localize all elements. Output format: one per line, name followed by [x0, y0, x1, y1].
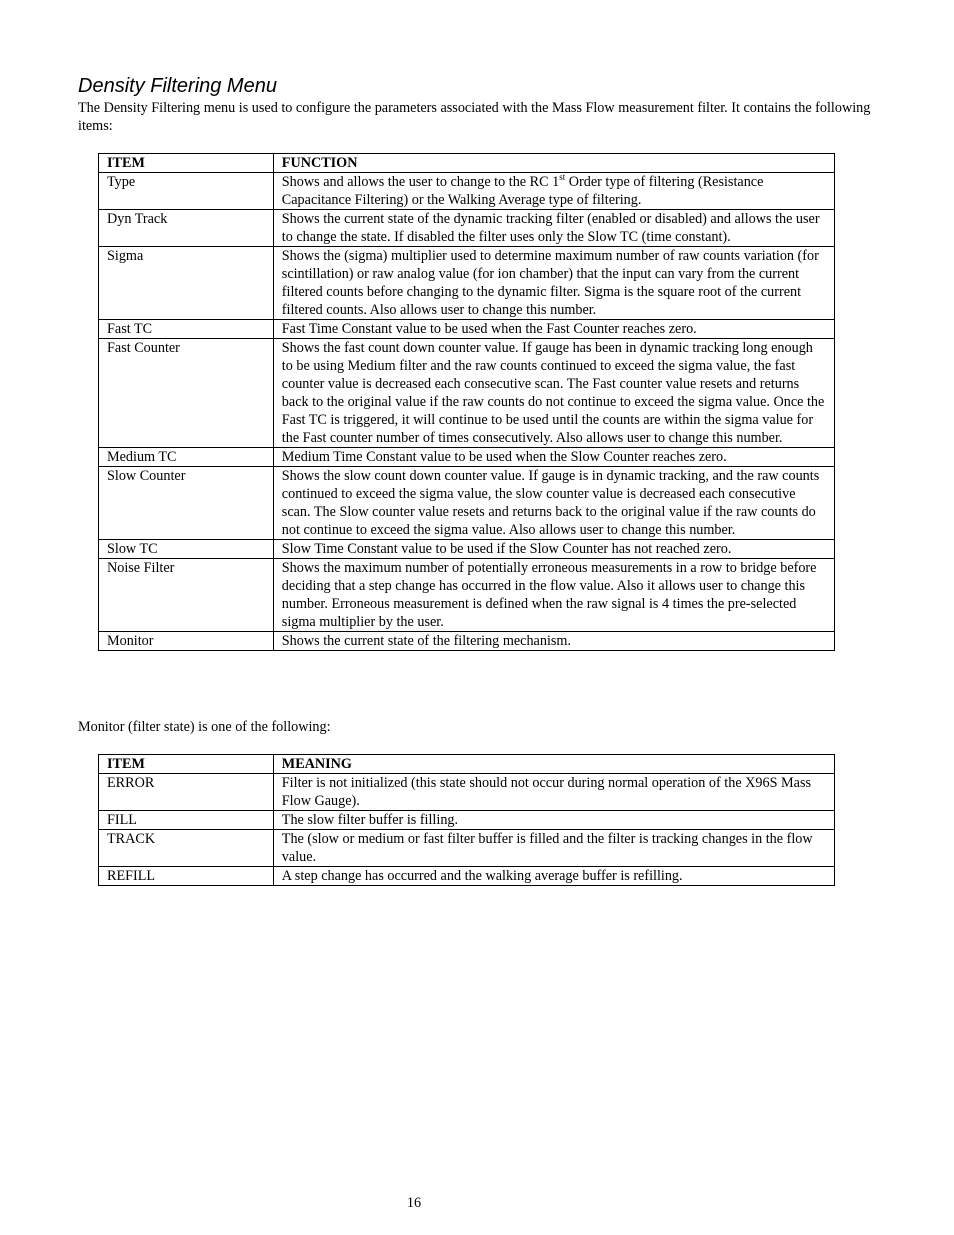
item-cell: Sigma: [99, 247, 274, 320]
items-header-function: FUNCTION: [273, 154, 834, 173]
table-row: [99, 774, 835, 811]
monitor-intro-paragraph: Monitor (filter state) is one of the following:: [78, 719, 331, 735]
item-cell: Type: [99, 173, 274, 210]
table-row: [99, 830, 835, 867]
item-cell: Dyn Track: [99, 210, 274, 247]
items-table: [98, 153, 835, 651]
function-text: Shows and allows the user to change to the RC 1: [281, 174, 560, 190]
function-cell: Fast Time Constant value to be used when the Fast Counter reaches zero.: [273, 320, 834, 339]
function-cell: Shows the slow count down counter value. If gauge is in dynamic tracking, and the raw counts continued to exceed the sigma value, the slow counter value is decreased each consecutive scan. The Slow counter value resets and returns back to the original value if the raw counts do not continue to exceed the sigma value. Also allows user to change this number.: [273, 467, 834, 540]
function-cell: Slow Time Constant value to be used if the Slow Counter has not reached zero.: [273, 540, 834, 559]
state-cell: REFILL: [99, 867, 274, 886]
ordinal-superscript: st: [559, 172, 566, 182]
page-title: Density Filtering Menu: [78, 75, 277, 97]
state-cell: ERROR: [99, 774, 274, 811]
function-cell: Shows the current state of the filtering mechanism.: [273, 632, 834, 651]
state-cell: TRACK: [99, 830, 274, 867]
table-row: [99, 867, 835, 886]
page-number: 16: [406, 1195, 422, 1211]
states-header-item: ITEM: [99, 755, 274, 774]
meaning-cell: The (slow or medium or fast filter buffer is filled and the filter is tracking changes in the flow value.: [273, 830, 834, 867]
table-row: [99, 339, 835, 448]
item-cell: Medium TC: [99, 448, 274, 467]
table-row: [99, 467, 835, 540]
function-cell: Shows the current state of the dynamic tracking filter (enabled or disabled) and allows the user to change the state. If disabled the filter uses only the Slow TC (time constant).: [273, 210, 834, 247]
meaning-cell: A step change has occurred and the walking average buffer is refilling.: [273, 867, 834, 886]
items-table-header-row: [99, 154, 835, 173]
function-cell: [273, 173, 834, 210]
meaning-cell: The slow filter buffer is filling.: [273, 811, 834, 830]
state-cell: FILL: [99, 811, 274, 830]
table-row: [99, 559, 835, 632]
item-cell: Fast TC: [99, 320, 274, 339]
function-cell: Medium Time Constant value to be used when the Slow Counter reaches zero.: [273, 448, 834, 467]
table-row: [99, 540, 835, 559]
table-row: [99, 247, 835, 320]
item-cell: Fast Counter: [99, 339, 274, 448]
function-cell: Shows the maximum number of potentially erroneous measurements in a row to bridge before deciding that a step change has occurred in the flow value. Also it allows user to change this number. Erroneous measurement is defined when the raw signal is 4 times the pre-selected sigma multiplier by the user.: [273, 559, 834, 632]
table-row: [99, 811, 835, 830]
meaning-cell: Filter is not initialized (this state should not occur during normal operation of the X96S Mass Flow Gauge).: [273, 774, 834, 811]
item-cell: Monitor: [99, 632, 274, 651]
item-cell: Slow Counter: [99, 467, 274, 540]
table-row: [99, 173, 835, 210]
table-row: [99, 632, 835, 651]
intro-paragraph: The Density Filtering menu is used to configure the parameters associated with the Mass Flow measurement filter. It contains the following items:: [78, 100, 871, 134]
item-cell: Slow TC: [99, 540, 274, 559]
items-header-item: ITEM: [99, 154, 274, 173]
table-row: [99, 210, 835, 247]
table-row: [99, 448, 835, 467]
function-text: Order type of filtering (Resistance Capacitance Filtering) or the Walking Average type of filtering.: [281, 174, 764, 208]
states-table-header-row: [99, 755, 835, 774]
table-row: [99, 320, 835, 339]
states-header-meaning: MEANING: [273, 755, 834, 774]
function-cell: Shows the fast count down counter value. If gauge has been in dynamic tracking long enough to be using Medium filter and the raw counts continued to exceed the sigma value, the fast counter value is decreased each consecutive scan. The Fast counter value resets and returns back to the original value if the raw counts do not continue to exceed the sigma value. Once the Fast TC is triggered, it will continue to be used until the counts are within the sigma value for the Fast counter number of times consecutively. Also allows user to change this number.: [273, 339, 834, 448]
item-cell: Noise Filter: [99, 559, 274, 632]
states-table: [98, 754, 835, 886]
function-cell: Shows the (sigma) multiplier used to determine maximum number of raw counts variation (for scintillation) or raw analog value (for ion chamber) that the input can vary from the current filtered counts before changing to the dynamic filter. Sigma is the square root of the current filtered counts. Also allows user to change this number.: [273, 247, 834, 320]
